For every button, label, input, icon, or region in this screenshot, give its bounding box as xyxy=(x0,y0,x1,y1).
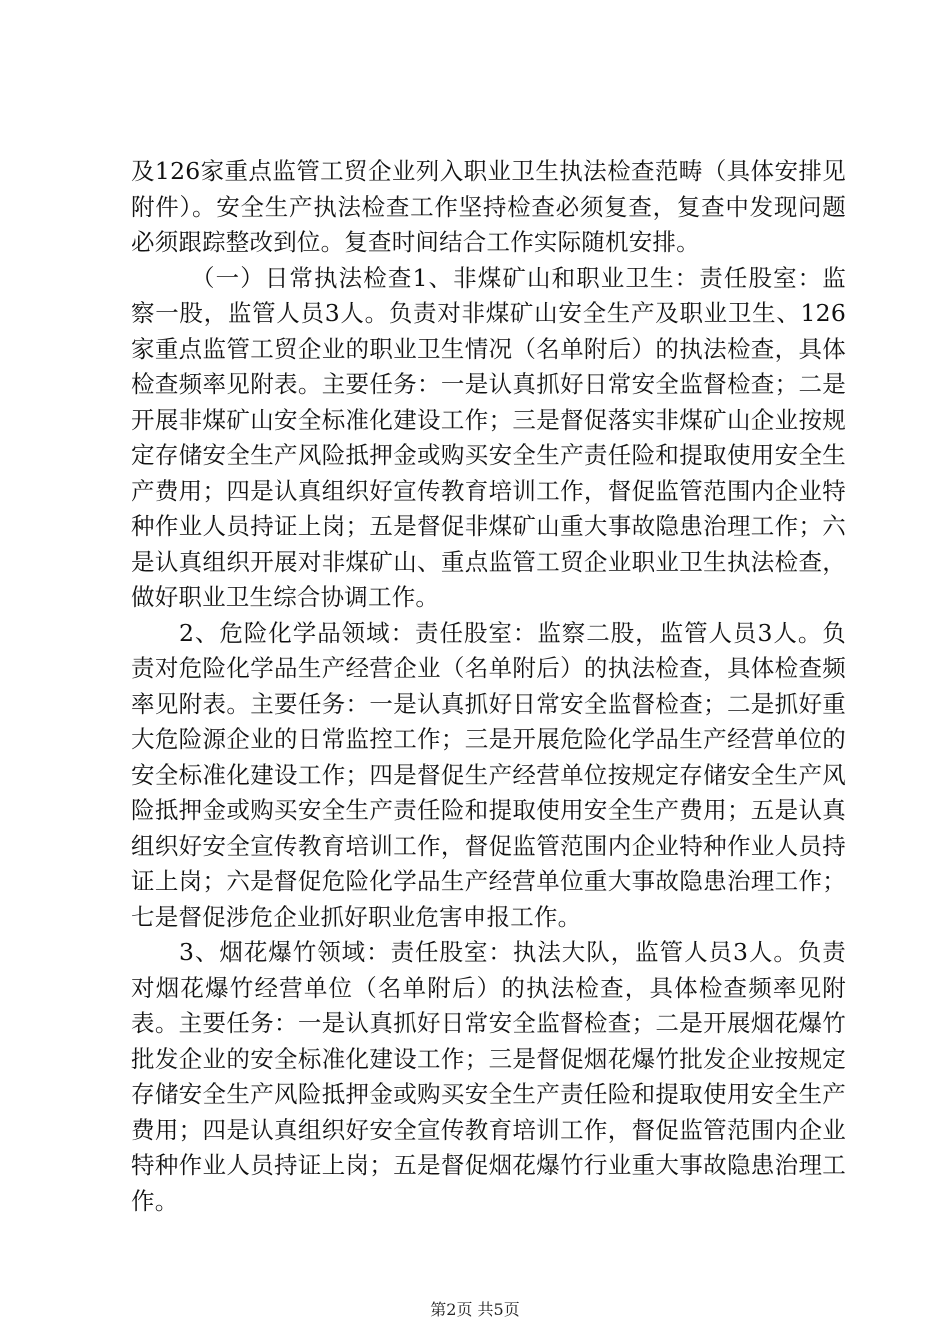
document-body xyxy=(131,154,846,1219)
paragraph-fireworks: 3、烟花爆竹领域：责任股室：执法大队，监管人员3人。负责对烟花爆竹经营单位（名单附后）的执法检查，具体检查频率见附表。主要任务：一是认真抓好日常安全监督检查；二是开展烟花爆竹批发企业的安全标准化建设工作；三是督促烟花爆竹批发企业按规定存储安全生产风险抵押金或购买安全生产责任险和提取使用安全生产费用；四是认真组织好安全宣传教育培训工作，督促监管范围内企业特种作业人员持证上岗；五是督促烟花爆竹行业重大事故隐患治理工作。 xyxy=(131,938,846,1215)
paragraph-routine-inspection: （一）日常执法检查1、非煤矿山和职业卫生：责任股室：监察一股，监管人员3人。负责对非煤矿山安全生产及职业卫生、126家重点监管工贸企业的职业卫生情况（名单附后）的执法检查，具体检查频率见附表。主要任务：一是认真抓好日常安全监督检查；二是开展非煤矿山安全标准化建设工作；三是督促落实非煤矿山企业按规定存储安全生产风险抵押金或购买安全生产责任险和提取使用安全生产费用；四是认真组织好宣传教育培训工作，督促监管范围内企业特种作业人员持证上岗；五是督促非煤矿山重大事故隐患治理工作；六是认真组织开展对非煤矿山、重点监管工贸企业职业卫生执法检查，做好职业卫生综合协调工作。 xyxy=(131,263,846,611)
page-footer xyxy=(0,1300,950,1320)
paragraph-continuation: 及126家重点监管工贸企业列入职业卫生执法检查范畴（具体安排见附件）。安全生产执法检查工作坚持检查必须复查，复查中发现问题必须跟踪整改到位。复查时间结合工作实际随机安排。 xyxy=(131,157,846,256)
page-number-label: 第2页 共5页 xyxy=(430,1300,520,1319)
paragraph-hazardous-chemicals: 2、危险化学品领域：责任股室：监察二股，监管人员3人。负责对危险化学品生产经营企业（名单附后）的执法检查，具体检查频率见附表。主要任务：一是认真抓好日常安全监督检查；二是抓好重大危险源企业的日常监控工作；三是开展危险化学品生产经营单位的安全标准化建设工作；四是督促生产经营单位按规定存储安全生产风险抵押金或购买安全生产责任险和提取使用安全生产费用；五是认真组织好安全宣传教育培训工作，督促监管范围内企业特种作业人员持证上岗；六是督促危险化学品生产经营单位重大事故隐患治理工作；七是督促涉危企业抓好职业危害申报工作。 xyxy=(131,618,846,931)
